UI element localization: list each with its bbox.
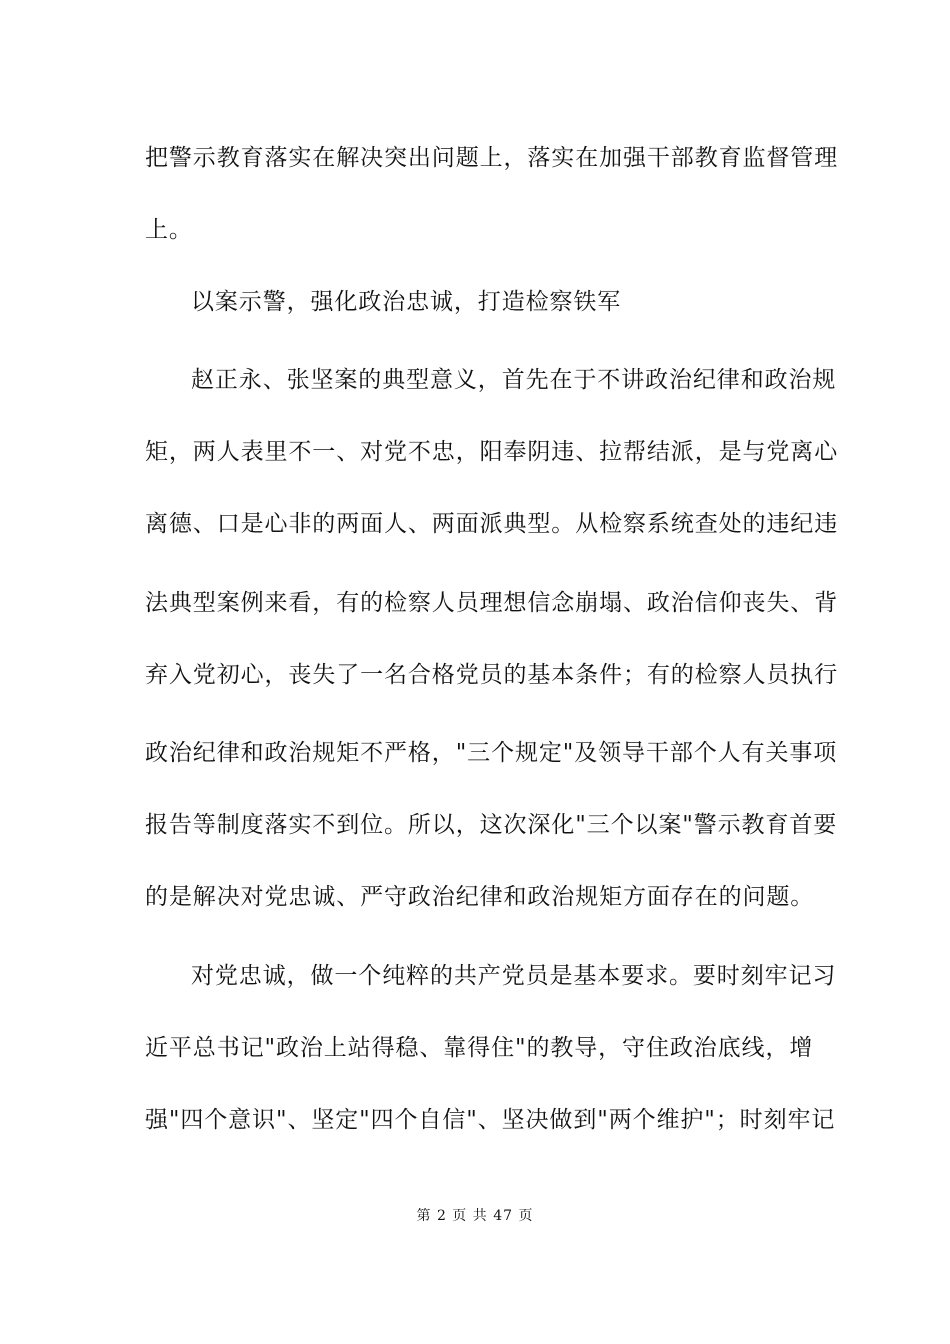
text-line: 把警示教育落实在解决突出问题上，落实在加强干部教育监督管理	[145, 145, 839, 171]
page-number-footer: 第 2 页 共 47 页	[416, 1208, 534, 1224]
text-line: 报告等制度落实不到位。所以，这次深化"三个以案"警示教育首要	[145, 812, 838, 838]
text-line: 赵正永、张坚案的典型意义，首先在于不讲政治纪律和政治规	[191, 367, 837, 393]
text-line: 强"四个意识"、坚定"四个自信"、坚决做到"两个维护"；时刻牢记	[145, 1107, 836, 1133]
section-heading: 以案示警，强化政治忠诚，打造检察铁军	[191, 289, 622, 315]
text-line: 矩，两人表里不一、对党不忠，阳奉阴违、拉帮结派，是与党离心	[145, 439, 839, 465]
text-line: 近平总书记"政治上站得稳、靠得住"的教导，守住政治底线，增	[145, 1035, 814, 1061]
text-line: 上。	[145, 217, 193, 243]
text-line: 的是解决对党忠诚、严守政治纪律和政治规矩方面存在的问题。	[145, 884, 815, 910]
text-line: 离德、口是心非的两面人、两面派典型。从检察系统查处的违纪违	[145, 511, 839, 537]
text-line: 弃入党初心，丧失了一名合格党员的基本条件；有的检察人员执行	[145, 662, 839, 688]
text-line: 政治纪律和政治规矩不严格，"三个规定"及领导干部个人有关事项	[145, 740, 838, 766]
text-line: 法典型案例来看，有的检察人员理想信念崩塌、政治信仰丧失、背	[145, 590, 839, 616]
text-line: 对党忠诚，做一个纯粹的共产党员是基本要求。要时刻牢记习	[191, 963, 837, 989]
